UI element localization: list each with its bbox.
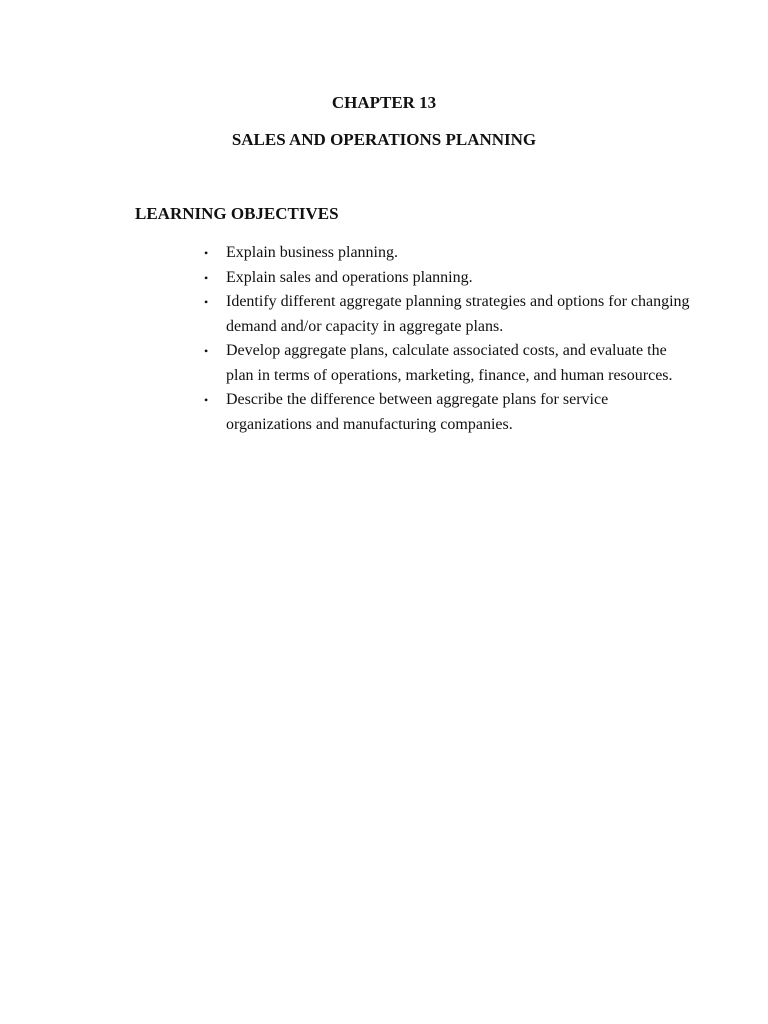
objective-text: Explain sales and operations planning. [226, 268, 473, 286]
objective-text: Develop aggregate plans, calculate associated costs, and evaluate the plan in terms of operations, marketing, finance, and human resources. [226, 342, 673, 384]
objective-text: Explain business planning. [226, 244, 398, 261]
objective-text: Describe the difference between aggregate plans for service organizations and manufacturing companies. [226, 391, 609, 433]
chapter-title: SALES AND OPERATIONS PLANNING [231, 130, 537, 149]
list-item [204, 266, 696, 291]
list-item [204, 290, 696, 339]
list-item [204, 339, 696, 388]
learning-objectives-list [204, 241, 696, 437]
bullet-icon: • [204, 393, 209, 407]
list-item [204, 241, 696, 266]
section-heading: LEARNING OBJECTIVES [135, 204, 339, 223]
list-item [204, 388, 696, 437]
bullet-icon: • [204, 270, 209, 285]
bullet-icon: • [204, 344, 209, 358]
bullet-icon: • [204, 246, 209, 260]
bullet-icon: • [204, 295, 209, 309]
objective-text: Identify different aggregate planning strategies and options for changing demand and/or capacity in aggregate plans. [226, 293, 690, 335]
chapter-number: CHAPTER 13 [331, 93, 437, 112]
